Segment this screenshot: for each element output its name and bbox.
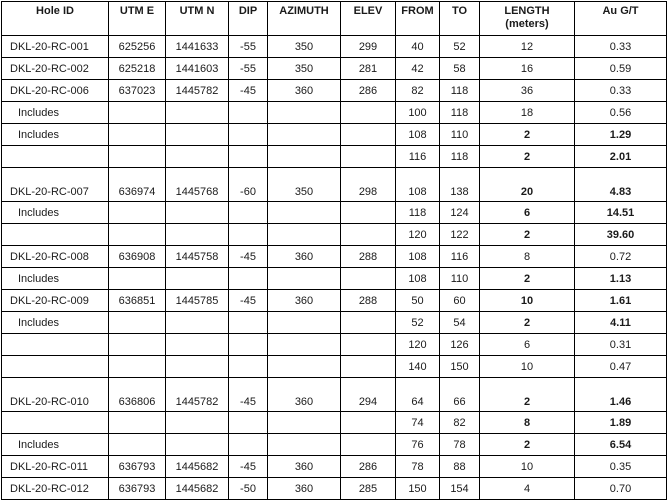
cell-from: 120	[396, 334, 440, 356]
cell-elev: 286	[341, 456, 396, 478]
cell-elev	[341, 224, 396, 246]
cell-utm-n	[166, 412, 229, 434]
cell-utm-e	[109, 412, 166, 434]
cell-utm-e	[109, 334, 166, 356]
cell-dip	[229, 434, 268, 456]
cell-elev: 285	[341, 478, 396, 500]
cell-azimuth: 360	[268, 290, 341, 312]
cell-elev: 286	[341, 80, 396, 102]
cell-azimuth	[268, 334, 341, 356]
cell-hole-id: Includes	[2, 202, 109, 224]
cell-to: 126	[440, 334, 480, 356]
table-body	[2, 36, 667, 500]
cell-length: 4	[480, 478, 575, 500]
cell-hole-id	[2, 224, 109, 246]
cell-dip	[229, 202, 268, 224]
cell-length: 36	[480, 80, 575, 102]
cell-au-grade: 1.29	[575, 124, 667, 146]
cell-dip: -45	[229, 378, 268, 412]
cell-length: 6	[480, 334, 575, 356]
cell-azimuth	[268, 146, 341, 168]
cell-azimuth	[268, 268, 341, 290]
cell-length: 8	[480, 246, 575, 268]
cell-from: 42	[396, 58, 440, 80]
table-row	[2, 412, 667, 434]
cell-length: 10	[480, 456, 575, 478]
cell-elev	[341, 146, 396, 168]
table-row	[2, 378, 667, 412]
cell-azimuth: 360	[268, 246, 341, 268]
cell-azimuth: 360	[268, 80, 341, 102]
cell-au-grade: 0.59	[575, 58, 667, 80]
cell-to: 116	[440, 246, 480, 268]
cell-elev	[341, 356, 396, 378]
cell-utm-n	[166, 434, 229, 456]
cell-hole-id: DKL-20-RC-011	[2, 456, 109, 478]
cell-utm-n	[166, 356, 229, 378]
cell-to: 66	[440, 378, 480, 412]
cell-dip: -45	[229, 456, 268, 478]
cell-utm-e	[109, 224, 166, 246]
cell-utm-n: 1445682	[166, 478, 229, 500]
cell-hole-id: DKL-20-RC-008	[2, 246, 109, 268]
cell-azimuth	[268, 312, 341, 334]
table-row	[2, 58, 667, 80]
cell-elev	[341, 334, 396, 356]
cell-elev	[341, 102, 396, 124]
cell-length: 2	[480, 224, 575, 246]
cell-utm-e	[109, 356, 166, 378]
cell-au-grade: 2.01	[575, 146, 667, 168]
header-au-grade: Au G/T	[575, 2, 667, 36]
table-row	[2, 80, 667, 102]
cell-dip	[229, 224, 268, 246]
cell-hole-id: Includes	[2, 124, 109, 146]
header-hole-id: Hole ID	[2, 2, 109, 36]
cell-hole-id: DKL-20-RC-010	[2, 378, 109, 412]
table-row	[2, 268, 667, 290]
cell-length: 10	[480, 290, 575, 312]
cell-utm-n	[166, 224, 229, 246]
table-row	[2, 146, 667, 168]
cell-elev	[341, 202, 396, 224]
cell-au-grade: 1.46	[575, 378, 667, 412]
header-from: FROM	[396, 2, 440, 36]
cell-utm-e: 636793	[109, 478, 166, 500]
cell-utm-e: 625218	[109, 58, 166, 80]
cell-to: 110	[440, 124, 480, 146]
cell-utm-e: 636974	[109, 168, 166, 202]
cell-dip	[229, 412, 268, 434]
header-length	[480, 2, 575, 36]
cell-dip	[229, 268, 268, 290]
cell-elev: 299	[341, 36, 396, 58]
cell-hole-id: DKL-20-RC-007	[2, 168, 109, 202]
cell-utm-e: 636806	[109, 378, 166, 412]
cell-utm-e	[109, 434, 166, 456]
cell-dip	[229, 124, 268, 146]
cell-hole-id: Includes	[2, 268, 109, 290]
cell-dip: -60	[229, 168, 268, 202]
cell-azimuth: 360	[268, 378, 341, 412]
cell-length: 2	[480, 146, 575, 168]
cell-utm-e	[109, 146, 166, 168]
cell-azimuth: 360	[268, 478, 341, 500]
cell-length: 2	[480, 434, 575, 456]
header-utm-e: UTM E	[109, 2, 166, 36]
cell-length: 20	[480, 168, 575, 202]
table-row	[2, 124, 667, 146]
cell-au-grade: 0.56	[575, 102, 667, 124]
header-length-label: LENGTH	[504, 5, 550, 17]
cell-length: 6	[480, 202, 575, 224]
cell-utm-n: 1445782	[166, 80, 229, 102]
cell-length: 2	[480, 124, 575, 146]
cell-dip	[229, 334, 268, 356]
cell-to: 124	[440, 202, 480, 224]
drill-results-table	[1, 1, 667, 500]
header-elev: ELEV	[341, 2, 396, 36]
cell-dip: -45	[229, 246, 268, 268]
cell-from: 108	[396, 124, 440, 146]
header-azimuth: AZIMUTH	[268, 2, 341, 36]
cell-hole-id	[2, 356, 109, 378]
table-row	[2, 434, 667, 456]
cell-elev: 288	[341, 246, 396, 268]
cell-au-grade: 0.33	[575, 36, 667, 58]
cell-au-grade: 1.89	[575, 412, 667, 434]
cell-elev: 288	[341, 290, 396, 312]
cell-azimuth: 350	[268, 168, 341, 202]
table-row	[2, 356, 667, 378]
cell-au-grade: 39.60	[575, 224, 667, 246]
cell-utm-n	[166, 102, 229, 124]
cell-azimuth	[268, 102, 341, 124]
cell-elev	[341, 312, 396, 334]
table-row	[2, 168, 667, 202]
cell-azimuth: 350	[268, 58, 341, 80]
cell-to: 122	[440, 224, 480, 246]
cell-hole-id	[2, 334, 109, 356]
cell-utm-n: 1445768	[166, 168, 229, 202]
cell-hole-id: Includes	[2, 312, 109, 334]
cell-dip	[229, 146, 268, 168]
cell-length: 2	[480, 268, 575, 290]
header-dip: DIP	[229, 2, 268, 36]
cell-length: 2	[480, 378, 575, 412]
cell-utm-n	[166, 312, 229, 334]
cell-azimuth	[268, 356, 341, 378]
cell-to: 82	[440, 412, 480, 434]
cell-from: 74	[396, 412, 440, 434]
cell-from: 50	[396, 290, 440, 312]
cell-au-grade: 0.70	[575, 478, 667, 500]
cell-dip	[229, 102, 268, 124]
cell-hole-id: Includes	[2, 434, 109, 456]
cell-dip: -45	[229, 290, 268, 312]
cell-utm-e: 637023	[109, 80, 166, 102]
cell-from: 108	[396, 268, 440, 290]
cell-from: 118	[396, 202, 440, 224]
cell-to: 118	[440, 80, 480, 102]
cell-from: 150	[396, 478, 440, 500]
cell-dip: -45	[229, 80, 268, 102]
cell-azimuth	[268, 124, 341, 146]
cell-to: 150	[440, 356, 480, 378]
cell-to: 110	[440, 268, 480, 290]
cell-to: 78	[440, 434, 480, 456]
cell-au-grade: 1.61	[575, 290, 667, 312]
cell-au-grade: 1.13	[575, 268, 667, 290]
cell-dip	[229, 312, 268, 334]
cell-utm-n: 1445758	[166, 246, 229, 268]
cell-dip	[229, 356, 268, 378]
cell-azimuth: 350	[268, 36, 341, 58]
cell-hole-id: Includes	[2, 102, 109, 124]
cell-to: 54	[440, 312, 480, 334]
cell-to: 138	[440, 168, 480, 202]
cell-utm-n	[166, 124, 229, 146]
cell-from: 76	[396, 434, 440, 456]
cell-utm-n	[166, 202, 229, 224]
cell-from: 78	[396, 456, 440, 478]
header-length-unit: (meters)	[505, 18, 549, 30]
cell-to: 52	[440, 36, 480, 58]
table-row	[2, 290, 667, 312]
cell-to: 60	[440, 290, 480, 312]
cell-hole-id: DKL-20-RC-002	[2, 58, 109, 80]
cell-utm-e	[109, 312, 166, 334]
cell-au-grade: 0.33	[575, 80, 667, 102]
cell-from: 64	[396, 378, 440, 412]
cell-hole-id	[2, 412, 109, 434]
cell-elev: 281	[341, 58, 396, 80]
table-row	[2, 334, 667, 356]
cell-length: 2	[480, 312, 575, 334]
cell-elev: 294	[341, 378, 396, 412]
cell-elev	[341, 434, 396, 456]
cell-hole-id: DKL-20-RC-009	[2, 290, 109, 312]
cell-azimuth	[268, 434, 341, 456]
cell-azimuth	[268, 202, 341, 224]
table-header	[2, 2, 667, 36]
cell-azimuth	[268, 412, 341, 434]
cell-dip: -50	[229, 478, 268, 500]
cell-to: 88	[440, 456, 480, 478]
cell-utm-n: 1441633	[166, 36, 229, 58]
cell-from: 120	[396, 224, 440, 246]
cell-elev	[341, 412, 396, 434]
cell-elev: 298	[341, 168, 396, 202]
cell-utm-n	[166, 334, 229, 356]
cell-to: 154	[440, 478, 480, 500]
table-row	[2, 246, 667, 268]
cell-utm-e: 636793	[109, 456, 166, 478]
cell-length: 8	[480, 412, 575, 434]
cell-length: 18	[480, 102, 575, 124]
header-utm-n: UTM N	[166, 2, 229, 36]
cell-to: 118	[440, 102, 480, 124]
cell-utm-n: 1445785	[166, 290, 229, 312]
cell-hole-id: DKL-20-RC-001	[2, 36, 109, 58]
cell-length: 16	[480, 58, 575, 80]
cell-utm-n: 1445782	[166, 378, 229, 412]
cell-length: 10	[480, 356, 575, 378]
cell-hole-id	[2, 146, 109, 168]
cell-azimuth	[268, 224, 341, 246]
table-row	[2, 202, 667, 224]
cell-azimuth: 360	[268, 456, 341, 478]
cell-to: 58	[440, 58, 480, 80]
cell-from: 108	[396, 168, 440, 202]
cell-from: 140	[396, 356, 440, 378]
cell-elev	[341, 124, 396, 146]
cell-utm-e: 625256	[109, 36, 166, 58]
cell-au-grade: 4.11	[575, 312, 667, 334]
cell-au-grade: 0.47	[575, 356, 667, 378]
cell-au-grade: 0.72	[575, 246, 667, 268]
table-row	[2, 36, 667, 58]
cell-utm-e	[109, 202, 166, 224]
cell-utm-n: 1445682	[166, 456, 229, 478]
cell-utm-n	[166, 268, 229, 290]
cell-dip: -55	[229, 58, 268, 80]
header-row	[2, 2, 667, 36]
cell-length: 12	[480, 36, 575, 58]
cell-from: 116	[396, 146, 440, 168]
cell-au-grade: 14.51	[575, 202, 667, 224]
cell-utm-e: 636908	[109, 246, 166, 268]
cell-utm-e	[109, 102, 166, 124]
cell-elev	[341, 268, 396, 290]
cell-au-grade: 4.83	[575, 168, 667, 202]
cell-from: 82	[396, 80, 440, 102]
cell-to: 118	[440, 146, 480, 168]
cell-from: 108	[396, 246, 440, 268]
cell-utm-n	[166, 146, 229, 168]
cell-from: 100	[396, 102, 440, 124]
cell-utm-e	[109, 124, 166, 146]
cell-au-grade: 0.31	[575, 334, 667, 356]
table-row	[2, 456, 667, 478]
cell-from: 40	[396, 36, 440, 58]
header-to: TO	[440, 2, 480, 36]
cell-au-grade: 6.54	[575, 434, 667, 456]
cell-dip: -55	[229, 36, 268, 58]
table-row	[2, 312, 667, 334]
cell-utm-e: 636851	[109, 290, 166, 312]
cell-au-grade: 0.35	[575, 456, 667, 478]
table-row	[2, 224, 667, 246]
cell-hole-id: DKL-20-RC-012	[2, 478, 109, 500]
cell-from: 52	[396, 312, 440, 334]
cell-utm-e	[109, 268, 166, 290]
cell-hole-id: DKL-20-RC-006	[2, 80, 109, 102]
cell-utm-n: 1441603	[166, 58, 229, 80]
table-row	[2, 102, 667, 124]
